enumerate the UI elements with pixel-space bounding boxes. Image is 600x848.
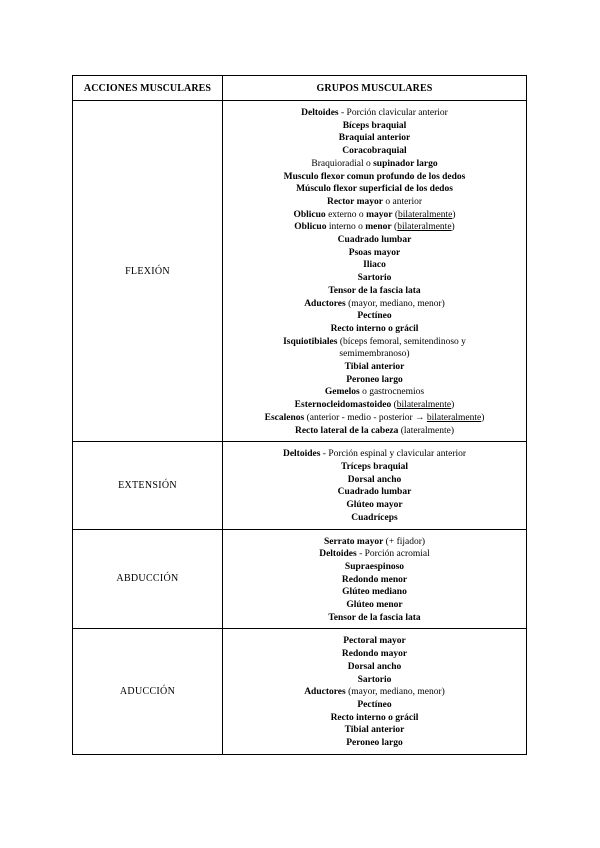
muscle-name: Aductores	[304, 298, 346, 309]
muscle-name: Recto interno o grácil	[330, 323, 419, 334]
muscle-entry	[225, 599, 524, 612]
muscle-action-cell: EXTENSIÓN	[73, 442, 223, 529]
underlined-note: bilateralmente	[397, 222, 452, 233]
muscle-detail: (	[391, 222, 398, 233]
muscle-name: Oblicuo	[294, 222, 327, 233]
muscle-entry	[225, 323, 524, 336]
muscle-name: Cuadrado lumbar	[337, 235, 412, 246]
muscle-entry	[225, 209, 524, 222]
muscle-name: Sartorio	[357, 273, 392, 284]
muscle-entry	[225, 107, 524, 120]
muscle-name: Peroneo largo	[346, 738, 403, 749]
muscle-entry	[225, 548, 524, 561]
muscle-detail: Braquioradial o	[311, 158, 374, 169]
muscle-detail: )	[481, 412, 485, 423]
muscle-name: Musculo flexor comun profundo de los dedos	[283, 171, 466, 182]
muscle-name: Redondo mayor	[341, 649, 408, 660]
muscle-entry	[225, 635, 524, 648]
muscle-action-cell: ADUCCIÓN	[73, 629, 223, 754]
muscle-entry	[225, 272, 524, 285]
muscle-entry	[225, 737, 524, 750]
muscle-entry	[225, 661, 524, 674]
muscle-name: Glúteo menor	[346, 600, 403, 611]
muscle-entry	[225, 712, 524, 725]
muscle-entry	[225, 561, 524, 574]
muscle-entry	[225, 386, 524, 399]
muscle-name: Coracobraquial	[342, 146, 407, 157]
muscle-name: Dorsal ancho	[347, 661, 402, 672]
muscle-entry	[225, 183, 524, 196]
muscle-name: supinador largo	[373, 158, 438, 169]
muscle-name: mayor	[366, 209, 393, 220]
muscle-detail: (anterior - medio - posterior →	[304, 412, 427, 423]
muscle-entry	[225, 674, 524, 687]
muscle-entry	[225, 499, 524, 512]
muscle-name: Pectíneo	[357, 699, 392, 710]
muscle-name: Dorsal ancho	[347, 474, 402, 485]
muscle-name: Gemelos	[324, 387, 360, 398]
muscle-name: Serrato mayor	[323, 536, 384, 547]
muscle-detail: (	[392, 209, 398, 220]
muscle-entry	[225, 699, 524, 712]
muscle-detail: )	[451, 400, 455, 411]
muscle-entry	[225, 448, 524, 461]
muscle-detail: externo o	[325, 209, 367, 220]
muscle-entry	[225, 648, 524, 661]
muscle-name: Tibial anterior	[344, 725, 405, 736]
underlined-note: bilateralmente	[398, 209, 453, 220]
table-row	[73, 629, 527, 754]
muscle-entry	[225, 247, 524, 260]
muscle-name: Tibial anterior	[344, 362, 405, 373]
muscle-name: Escalenos	[264, 412, 305, 423]
muscle-detail: (bíceps femoral, semitendinoso y semimembranoso)	[337, 336, 466, 360]
muscle-name: Iliaco	[363, 260, 386, 271]
muscle-action-cell: FLEXIÓN	[73, 101, 223, 442]
muscle-name: menor	[365, 222, 392, 233]
muscle-entry	[225, 461, 524, 474]
header-actions: ACCIONES MUSCULARES	[73, 76, 223, 101]
muscle-groups-cell	[223, 629, 527, 754]
muscle-name: Recto lateral de la cabeza	[294, 425, 399, 436]
muscle-name: Deltoides	[301, 108, 339, 118]
muscle-detail: (mayor, mediano, menor)	[345, 298, 445, 309]
muscle-name: Pectíneo	[357, 311, 392, 322]
muscle-actions-table	[72, 75, 527, 755]
muscle-entry	[225, 486, 524, 499]
table-row	[73, 101, 527, 442]
muscle-name: Músculo flexor superficial de los dedos	[296, 184, 453, 195]
muscle-entry	[225, 120, 524, 133]
muscle-entry	[225, 399, 524, 412]
muscle-name: Pectoral mayor	[343, 636, 406, 647]
muscle-name: Supraespinoso	[344, 561, 405, 572]
table-body	[73, 101, 527, 755]
muscle-entry	[225, 412, 524, 425]
muscle-entry	[225, 425, 524, 438]
muscle-name: Glúteo mayor	[346, 500, 403, 511]
muscle-name: Isquiotibiales	[283, 336, 338, 347]
muscle-detail: o gastrocnemios	[359, 387, 425, 398]
muscle-entry	[225, 145, 524, 158]
muscle-name: Tensor de la fascia lata	[328, 285, 421, 296]
muscle-detail: (mayor, mediano, menor)	[345, 687, 445, 698]
muscle-name: Aductores	[304, 687, 346, 698]
table-header-row	[73, 76, 527, 101]
muscle-name: Glúteo mediano	[342, 587, 407, 598]
muscle-name: Oblicuo	[293, 209, 326, 220]
muscle-detail: interno o	[326, 222, 366, 233]
muscle-detail: - Porción clavicular anterior	[338, 108, 448, 118]
muscle-name: Tensor de la fascia lata	[328, 612, 421, 623]
muscle-name: Tríceps braquial	[340, 461, 409, 472]
muscle-action-cell: ABDUCCIÓN	[73, 529, 223, 629]
muscle-list	[223, 442, 526, 528]
muscle-name: Peroneo largo	[346, 374, 403, 385]
muscle-groups-cell	[223, 442, 527, 529]
muscle-entry	[225, 158, 524, 171]
muscle-detail: )	[451, 222, 455, 233]
muscle-entry	[225, 234, 524, 247]
muscle-name: Psoas mayor	[348, 247, 401, 258]
muscle-entry	[225, 132, 524, 145]
muscle-entry	[225, 221, 524, 234]
muscle-list	[223, 101, 526, 441]
muscle-entry	[225, 285, 524, 298]
muscle-entry	[225, 724, 524, 737]
muscle-entry	[225, 298, 524, 311]
muscle-entry	[225, 259, 524, 272]
muscle-name: Bíceps braquial	[342, 120, 407, 131]
muscle-name: Esternocleidomastoideo	[294, 400, 392, 411]
muscle-name: Cuadrado lumbar	[337, 487, 412, 498]
muscle-detail: - Porción acromial	[356, 549, 430, 560]
header-groups: GRUPOS MUSCULARES	[223, 76, 527, 101]
muscle-name: Recto interno o grácil	[330, 712, 419, 723]
muscle-groups-cell	[223, 101, 527, 442]
muscle-detail: (lateralmente)	[398, 425, 455, 436]
muscle-name: Redondo menor	[341, 574, 408, 585]
underlined-note: bilateralmente	[396, 400, 452, 411]
table-row	[73, 442, 527, 529]
muscle-entry	[225, 361, 524, 374]
muscle-detail: o anterior	[382, 196, 423, 207]
muscle-list	[223, 530, 526, 629]
table-row	[73, 529, 527, 629]
muscle-entry	[225, 686, 524, 699]
muscle-groups-cell	[223, 529, 527, 629]
muscle-entry	[225, 612, 524, 625]
muscle-detail: )	[452, 209, 456, 220]
muscle-detail: (	[391, 400, 397, 411]
muscle-name: Braquial anterior	[338, 133, 411, 144]
muscle-entry	[225, 474, 524, 487]
muscle-name: Rector mayor	[326, 196, 383, 207]
muscle-name: Deltoides	[319, 549, 357, 560]
muscle-detail: - Porción espinal y clavicular anterior	[320, 449, 467, 460]
muscle-entry	[225, 310, 524, 323]
underlined-note: bilateralmente	[426, 412, 482, 423]
muscle-name: Sartorio	[357, 674, 392, 685]
muscle-list	[223, 629, 526, 753]
muscle-entry	[225, 574, 524, 587]
muscle-entry	[225, 512, 524, 525]
muscle-entry	[225, 586, 524, 599]
muscle-name: Cuadríceps	[351, 512, 398, 523]
muscle-entry	[225, 336, 524, 361]
muscle-entry	[225, 374, 524, 387]
muscle-name: Deltoides	[282, 449, 321, 460]
muscle-entry	[225, 196, 524, 209]
muscle-entry	[225, 171, 524, 184]
muscle-entry	[225, 536, 524, 549]
muscle-detail: (+ fijador)	[383, 536, 426, 547]
